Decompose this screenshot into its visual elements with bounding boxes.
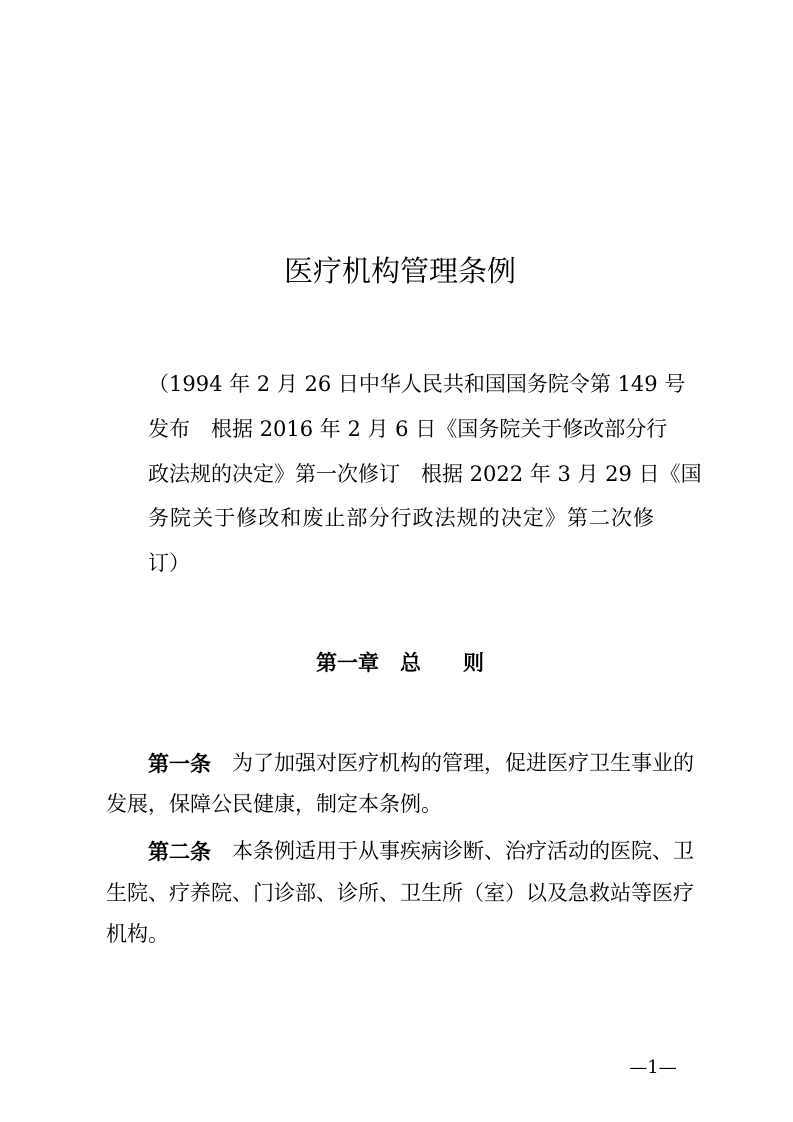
article-text-line: 为了加强对医疗机构的管理，促进医疗卫生事业的 xyxy=(232,750,694,775)
preamble-line: （1994 年 2 月 26 日中华人民共和国国务院令第 149 号 xyxy=(148,372,686,396)
article-2 xyxy=(106,831,694,956)
article-label: 第一条 xyxy=(148,750,211,776)
article-first-line xyxy=(106,743,694,784)
document-title: 医疗机构管理条例 xyxy=(283,254,516,288)
preamble-line: 订） xyxy=(148,551,190,575)
preamble-line: 务院关于修改和废止部分行政法规的决定》第二次修 xyxy=(148,506,654,531)
preamble-line: 政法规的决定》第一次修订 根据 2022 年 3 月 29 日《国 xyxy=(148,461,702,486)
article-text-line: 发展，保障公民健康，制定本条例。 xyxy=(106,791,442,816)
article-text-line: 生院、疗养院、门诊部、诊所、卫生所（室）以及急救站等医疗 xyxy=(106,880,694,905)
chapter-heading: 第一章 总 则 xyxy=(316,650,484,675)
page-number: —1— xyxy=(629,1057,677,1078)
preamble-line: 发布 根据 2016 年 2 月 6 日《国务院关于修改部分行 xyxy=(148,416,668,441)
article-text-line: 机构。 xyxy=(106,922,169,947)
preamble xyxy=(148,362,702,586)
article-text-line: 本条例适用于从事疾病诊断、治疗活动的医院、卫 xyxy=(232,839,694,864)
article-label: 第二条 xyxy=(148,839,211,865)
article-first-line xyxy=(106,831,694,873)
article-1 xyxy=(106,743,694,825)
